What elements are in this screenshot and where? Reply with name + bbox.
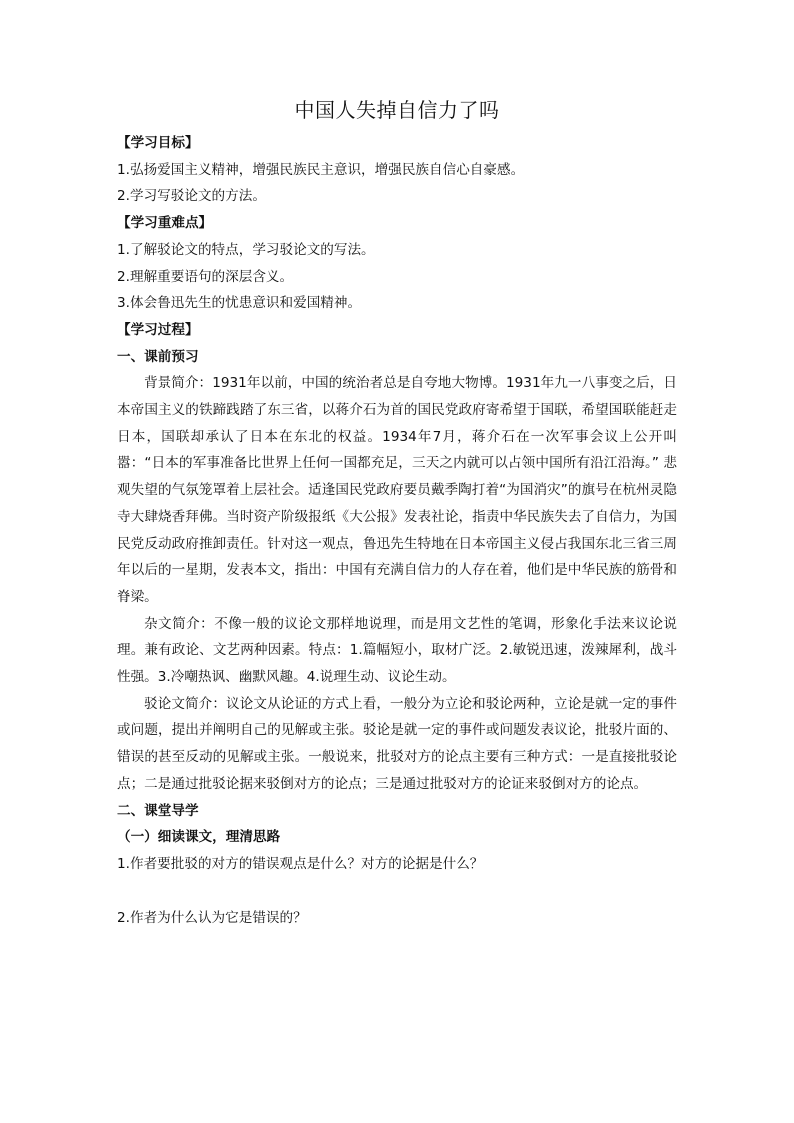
document-title: 中国人失掉自信力了吗	[294, 98, 500, 122]
paragraph-refutation-intro: 驳论文简介：议论文从论证的方式上看，一般分为立论和驳论两种，立论是就一定的事件或问题，提出并阐明自己的见解或主张。驳论是就一定的事件或问题发表议论，批驳片面的、错误的甚至反动的见解或主张。一般说来，批驳对方的论点主要有三种方式：一是直接批驳论点；二是通过批驳论据来驳倒对方的论点；三是通过批驳对方的论证来驳倒对方的论点。	[117, 695, 677, 792]
keypoint-item: 1.了解驳论文的特点，学习驳论文的写法。	[117, 241, 375, 258]
question-item: 2.作者为什么认为它是错误的？	[117, 909, 307, 926]
keypoint-item: 3.体会鲁迅先生的忧患意识和爱国精神。	[117, 295, 362, 312]
section-heading-keypoints: 【学习重难点】	[117, 215, 213, 232]
keypoint-item: 2.理解重要语句的深层含义。	[117, 268, 294, 285]
document-page	[117, 94, 677, 931]
section-heading-goals: 【学习目标】	[117, 135, 199, 151]
question-item: 1.作者要批驳的对方的错误观点是什么？对方的论据是什么？	[117, 855, 484, 872]
paragraph-essay-intro: 杂文简介：不像一般的议论文那样地说理，而是用文艺性的笔调，形象化手法来议论说理。兼有政论、文艺两种因素。特点：1.篇幅短小，取材广泛。2.敏锐迅速，泼辣犀利，战斗性强。3.冷嘲热讽、幽默风趣。4.说理生动、议论生动。	[117, 615, 677, 686]
section-heading-process: 【学习过程】	[117, 321, 199, 338]
sub-heading-reading: （一）细读课文，理清思路	[117, 829, 281, 846]
subsection-heading-preview: 一、课前预习	[117, 348, 199, 365]
answer-space	[117, 878, 677, 905]
subsection-heading-classroom: 二、课堂导学	[117, 802, 199, 819]
goal-item: 2.学习写驳论文的方法。	[117, 188, 266, 205]
goal-item: 1.弘扬爱国主义精神，增强民族民主意识，增强民族自信心自豪感。	[117, 161, 525, 178]
paragraph-background: 背景简介：1931年以前，中国的统治者总是自夸地大物博。1931年九一八事变之后，日本帝国主义的铁蹄践踏了东三省，以蒋介石为首的国民党政府寄希望于国联，希望国联能赶走日本，国联却承认了日本在东北的权益。1934年7月，蒋介石在一次军事会议上公开叫嚣：“日本的军事准备比世界上任何一国都充足，三天之内就可以占领中国所有沿江沿海。” 悲观失望的气氛笼罩着上层社会。适逢国民党政府要员戴季陶打着“为国消灾”的旗号在杭州灵隐寺大肆烧香拜佛。当时资产阶级报纸《大公报》发表社论，指责中华民族失去了自信力，为国民党反动政府推卸责任。针对这一观点，鲁迅先生特地在日本帝国主义侵占我国东北三省三周年以后的一星期，发表本文，指出：中国有充满自信力的人存在着，他们是中华民族的筋骨和脊梁。	[117, 375, 677, 605]
